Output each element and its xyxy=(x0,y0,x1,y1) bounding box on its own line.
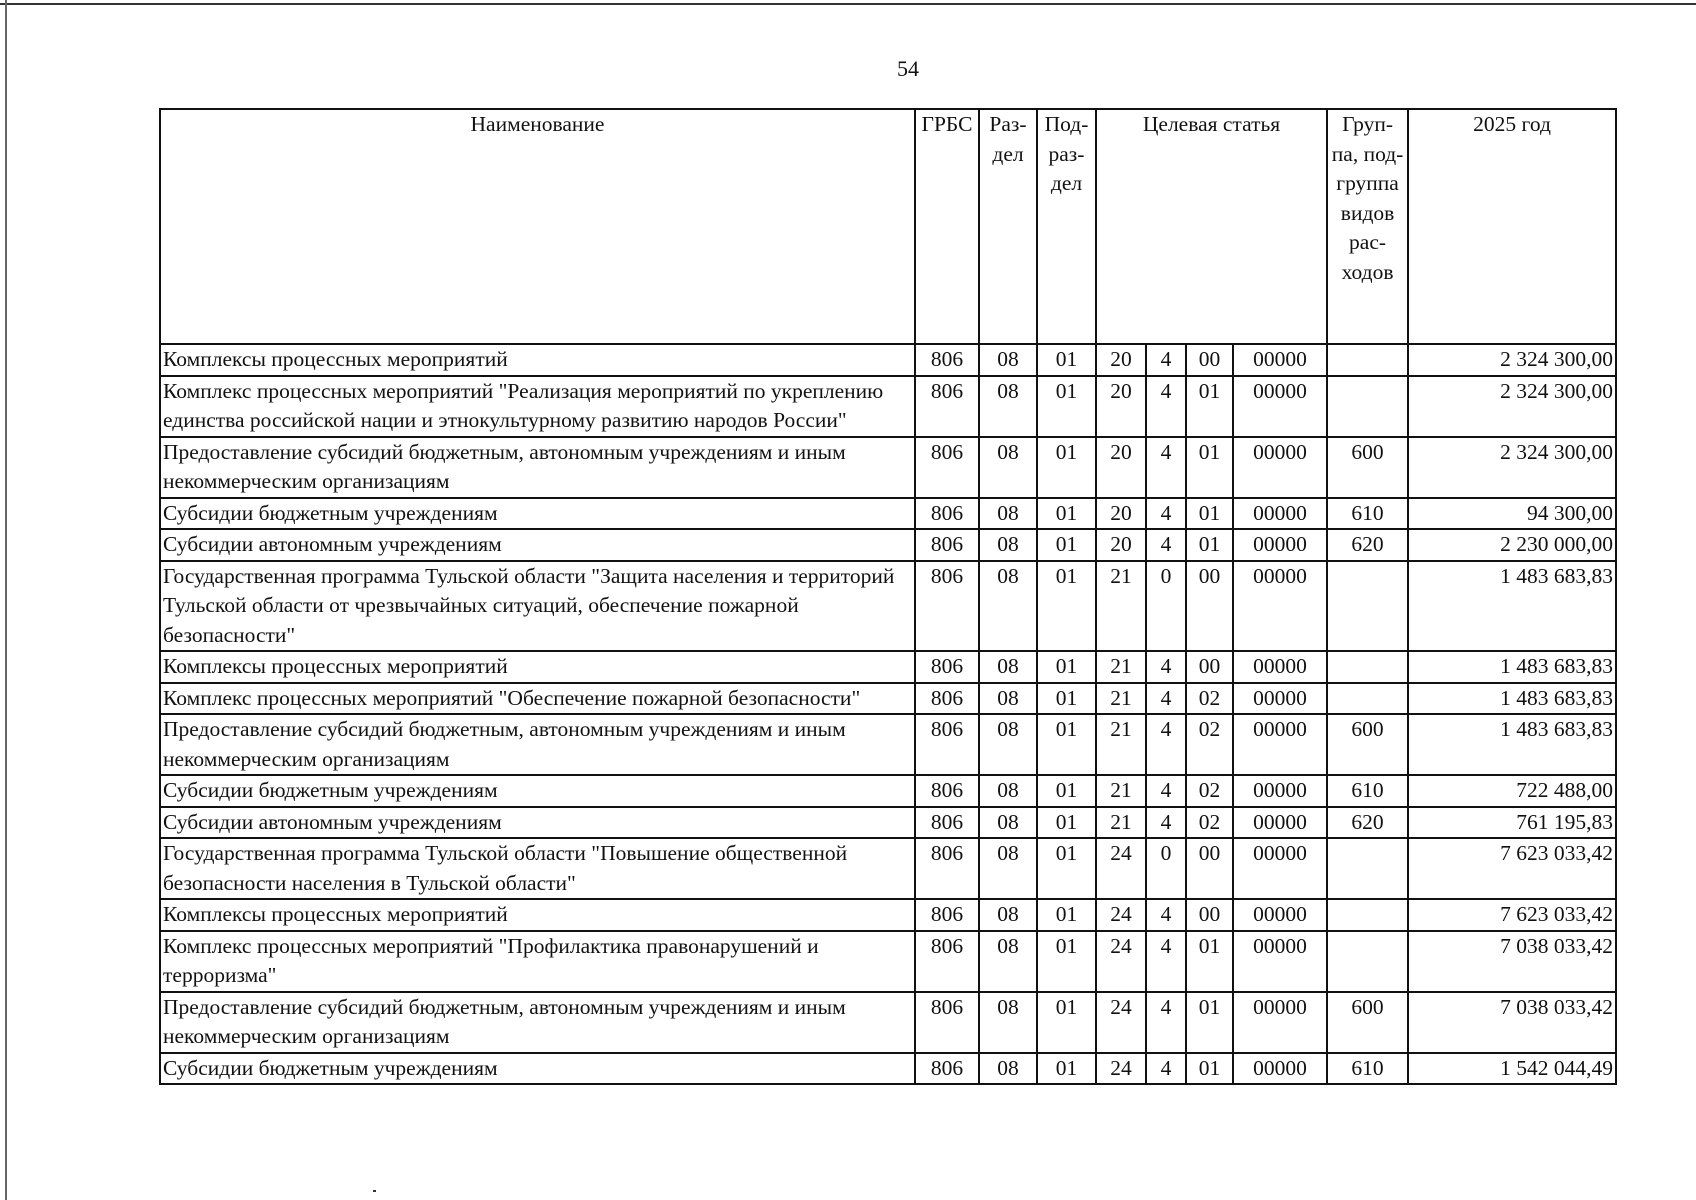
cell-expense-group xyxy=(1327,651,1408,683)
cell-podrazdel: 01 xyxy=(1037,498,1096,530)
cell-target-complex: 01 xyxy=(1186,437,1233,498)
cell-expense-group xyxy=(1327,931,1408,992)
cell-target-program: 24 xyxy=(1096,899,1146,931)
cell-razdel: 08 xyxy=(979,498,1037,530)
cell-target-program: 21 xyxy=(1096,807,1146,839)
cell-razdel: 08 xyxy=(979,899,1037,931)
cell-name: Субсидии автономным учреждениям xyxy=(160,529,915,561)
cell-amount: 2 324 300,00 xyxy=(1408,344,1616,376)
cell-expense-group xyxy=(1327,344,1408,376)
cell-amount: 761 195,83 xyxy=(1408,807,1616,839)
cell-grbs: 806 xyxy=(915,498,979,530)
cell-target-complex: 00 xyxy=(1186,561,1233,652)
cell-target-direction: 00000 xyxy=(1233,344,1327,376)
cell-target-complex: 01 xyxy=(1186,529,1233,561)
cell-name: Государственная программа Тульской области "Повышение общественной безопасности населения в Тульской области" xyxy=(160,838,915,899)
cell-razdel: 08 xyxy=(979,992,1037,1053)
cell-razdel: 08 xyxy=(979,376,1037,437)
table-row xyxy=(160,838,1616,899)
cell-amount: 722 488,00 xyxy=(1408,775,1616,807)
cell-target-program: 20 xyxy=(1096,437,1146,498)
cell-target-complex: 01 xyxy=(1186,931,1233,992)
cell-podrazdel: 01 xyxy=(1037,376,1096,437)
cell-podrazdel: 01 xyxy=(1037,437,1096,498)
cell-name: Государственная программа Тульской области "Защита населения и территорий Тульской области от чрезвычайных ситуаций, обеспечение пожарной безопасности" xyxy=(160,561,915,652)
cell-amount: 1 483 683,83 xyxy=(1408,714,1616,775)
cell-target-direction: 00000 xyxy=(1233,992,1327,1053)
cell-target-type: 4 xyxy=(1146,344,1186,376)
cell-razdel: 08 xyxy=(979,1053,1037,1085)
table-row xyxy=(160,899,1616,931)
cell-target-direction: 00000 xyxy=(1233,498,1327,530)
cell-target-complex: 02 xyxy=(1186,683,1233,715)
cell-target-complex: 02 xyxy=(1186,807,1233,839)
table-header-row xyxy=(160,109,1616,344)
cell-podrazdel: 01 xyxy=(1037,651,1096,683)
table-row xyxy=(160,561,1616,652)
cell-target-direction: 00000 xyxy=(1233,1053,1327,1085)
cell-amount: 7 623 033,42 xyxy=(1408,899,1616,931)
header-razdel: Раз- дел xyxy=(979,109,1037,344)
cell-grbs: 806 xyxy=(915,344,979,376)
cell-target-type: 4 xyxy=(1146,1053,1186,1085)
cell-podrazdel: 01 xyxy=(1037,899,1096,931)
table-row xyxy=(160,992,1616,1053)
cell-expense-group: 610 xyxy=(1327,1053,1408,1085)
cell-target-type: 4 xyxy=(1146,498,1186,530)
cell-target-complex: 00 xyxy=(1186,344,1233,376)
cell-amount: 1 542 044,49 xyxy=(1408,1053,1616,1085)
cell-target-type: 4 xyxy=(1146,651,1186,683)
stray-mark xyxy=(373,1190,376,1192)
cell-grbs: 806 xyxy=(915,807,979,839)
header-podrazdel: Под- раз- дел xyxy=(1037,109,1096,344)
cell-target-direction: 00000 xyxy=(1233,529,1327,561)
cell-expense-group: 620 xyxy=(1327,529,1408,561)
cell-target-program: 20 xyxy=(1096,376,1146,437)
cell-target-program: 24 xyxy=(1096,931,1146,992)
cell-expense-group: 600 xyxy=(1327,992,1408,1053)
cell-name: Субсидии бюджетным учреждениям xyxy=(160,775,915,807)
header-target-article: Целевая статья xyxy=(1096,109,1327,344)
cell-grbs: 806 xyxy=(915,437,979,498)
cell-name: Комплекс процессных мероприятий "Реализация мероприятий по укреплению единства российской нации и этнокультурному развитию народов России" xyxy=(160,376,915,437)
cell-razdel: 08 xyxy=(979,437,1037,498)
cell-amount: 7 038 033,42 xyxy=(1408,931,1616,992)
cell-target-complex: 02 xyxy=(1186,714,1233,775)
cell-podrazdel: 01 xyxy=(1037,807,1096,839)
cell-target-complex: 02 xyxy=(1186,775,1233,807)
scan-border-top xyxy=(0,3,1696,5)
cell-target-direction: 00000 xyxy=(1233,561,1327,652)
table-row xyxy=(160,1053,1616,1085)
cell-grbs: 806 xyxy=(915,838,979,899)
cell-razdel: 08 xyxy=(979,931,1037,992)
cell-expense-group xyxy=(1327,376,1408,437)
cell-target-program: 24 xyxy=(1096,1053,1146,1085)
cell-grbs: 806 xyxy=(915,775,979,807)
cell-target-program: 21 xyxy=(1096,714,1146,775)
cell-target-program: 21 xyxy=(1096,561,1146,652)
cell-amount: 2 324 300,00 xyxy=(1408,437,1616,498)
cell-target-direction: 00000 xyxy=(1233,838,1327,899)
cell-podrazdel: 01 xyxy=(1037,992,1096,1053)
cell-expense-group xyxy=(1327,899,1408,931)
cell-target-program: 20 xyxy=(1096,529,1146,561)
cell-name: Комплекс процессных мероприятий "Профилактика правонарушений и терроризма" xyxy=(160,931,915,992)
table-row xyxy=(160,344,1616,376)
cell-target-complex: 01 xyxy=(1186,498,1233,530)
table-row xyxy=(160,651,1616,683)
cell-target-direction: 00000 xyxy=(1233,376,1327,437)
cell-target-direction: 00000 xyxy=(1233,683,1327,715)
cell-target-complex: 00 xyxy=(1186,651,1233,683)
cell-grbs: 806 xyxy=(915,899,979,931)
cell-target-type: 4 xyxy=(1146,376,1186,437)
cell-expense-group: 610 xyxy=(1327,498,1408,530)
cell-razdel: 08 xyxy=(979,775,1037,807)
cell-target-type: 4 xyxy=(1146,992,1186,1053)
cell-amount: 7 038 033,42 xyxy=(1408,992,1616,1053)
cell-amount: 2 230 000,00 xyxy=(1408,529,1616,561)
cell-razdel: 08 xyxy=(979,344,1037,376)
cell-razdel: 08 xyxy=(979,807,1037,839)
cell-target-type: 4 xyxy=(1146,714,1186,775)
cell-target-direction: 00000 xyxy=(1233,714,1327,775)
cell-podrazdel: 01 xyxy=(1037,931,1096,992)
cell-grbs: 806 xyxy=(915,931,979,992)
cell-razdel: 08 xyxy=(979,838,1037,899)
table-row xyxy=(160,437,1616,498)
cell-razdel: 08 xyxy=(979,683,1037,715)
cell-grbs: 806 xyxy=(915,683,979,715)
cell-podrazdel: 01 xyxy=(1037,714,1096,775)
table-row xyxy=(160,683,1616,715)
cell-target-complex: 01 xyxy=(1186,376,1233,437)
cell-target-type: 0 xyxy=(1146,561,1186,652)
cell-target-program: 20 xyxy=(1096,344,1146,376)
cell-target-type: 4 xyxy=(1146,529,1186,561)
cell-target-complex: 00 xyxy=(1186,899,1233,931)
header-name: Наименование xyxy=(160,109,915,344)
cell-name: Комплекс процессных мероприятий "Обеспечение пожарной безопасности" xyxy=(160,683,915,715)
cell-grbs: 806 xyxy=(915,992,979,1053)
cell-target-program: 21 xyxy=(1096,651,1146,683)
table-row xyxy=(160,807,1616,839)
cell-amount: 1 483 683,83 xyxy=(1408,651,1616,683)
cell-podrazdel: 01 xyxy=(1037,1053,1096,1085)
header-expense-group: Груп- па, под- группа видов рас- ходов xyxy=(1327,109,1408,344)
table-row xyxy=(160,376,1616,437)
cell-name: Предоставление субсидий бюджетным, автономным учреждениям и иным некоммерческим организациям xyxy=(160,992,915,1053)
cell-razdel: 08 xyxy=(979,651,1037,683)
cell-name: Субсидии бюджетным учреждениям xyxy=(160,498,915,530)
cell-target-direction: 00000 xyxy=(1233,899,1327,931)
cell-podrazdel: 01 xyxy=(1037,838,1096,899)
cell-target-type: 4 xyxy=(1146,899,1186,931)
table-row xyxy=(160,775,1616,807)
cell-expense-group: 620 xyxy=(1327,807,1408,839)
cell-target-type: 4 xyxy=(1146,683,1186,715)
cell-grbs: 806 xyxy=(915,561,979,652)
cell-target-type: 4 xyxy=(1146,931,1186,992)
cell-podrazdel: 01 xyxy=(1037,683,1096,715)
cell-name: Предоставление субсидий бюджетным, автономным учреждениям и иным некоммерческим организациям xyxy=(160,437,915,498)
cell-target-program: 24 xyxy=(1096,838,1146,899)
cell-name: Комплексы процессных мероприятий xyxy=(160,344,915,376)
cell-grbs: 806 xyxy=(915,714,979,775)
cell-grbs: 806 xyxy=(915,529,979,561)
cell-amount: 1 483 683,83 xyxy=(1408,561,1616,652)
cell-target-program: 21 xyxy=(1096,683,1146,715)
cell-amount: 2 324 300,00 xyxy=(1408,376,1616,437)
cell-podrazdel: 01 xyxy=(1037,775,1096,807)
cell-name: Субсидии бюджетным учреждениям xyxy=(160,1053,915,1085)
header-year-2025: 2025 год xyxy=(1408,109,1616,344)
cell-target-complex: 01 xyxy=(1186,992,1233,1053)
cell-expense-group xyxy=(1327,683,1408,715)
cell-target-type: 4 xyxy=(1146,807,1186,839)
cell-name: Комплексы процессных мероприятий xyxy=(160,651,915,683)
cell-podrazdel: 01 xyxy=(1037,561,1096,652)
cell-target-direction: 00000 xyxy=(1233,775,1327,807)
table-row xyxy=(160,498,1616,530)
cell-amount: 7 623 033,42 xyxy=(1408,838,1616,899)
cell-target-direction: 00000 xyxy=(1233,931,1327,992)
cell-expense-group xyxy=(1327,838,1408,899)
table-row xyxy=(160,931,1616,992)
header-grbs: ГРБС xyxy=(915,109,979,344)
cell-grbs: 806 xyxy=(915,1053,979,1085)
scan-border-left xyxy=(5,0,7,1200)
table-row xyxy=(160,714,1616,775)
cell-amount: 94 300,00 xyxy=(1408,498,1616,530)
cell-expense-group xyxy=(1327,561,1408,652)
cell-target-program: 24 xyxy=(1096,992,1146,1053)
page-number: 54 xyxy=(897,56,919,81)
cell-podrazdel: 01 xyxy=(1037,344,1096,376)
cell-target-program: 21 xyxy=(1096,775,1146,807)
cell-razdel: 08 xyxy=(979,714,1037,775)
cell-grbs: 806 xyxy=(915,651,979,683)
table-row xyxy=(160,529,1616,561)
cell-razdel: 08 xyxy=(979,529,1037,561)
cell-target-program: 20 xyxy=(1096,498,1146,530)
table-body xyxy=(160,344,1616,1084)
budget-table xyxy=(159,108,1617,1085)
cell-target-type: 4 xyxy=(1146,775,1186,807)
cell-target-direction: 00000 xyxy=(1233,807,1327,839)
cell-target-type: 0 xyxy=(1146,838,1186,899)
cell-target-complex: 01 xyxy=(1186,1053,1233,1085)
cell-razdel: 08 xyxy=(979,561,1037,652)
cell-name: Предоставление субсидий бюджетным, автономным учреждениям и иным некоммерческим организациям xyxy=(160,714,915,775)
cell-amount: 1 483 683,83 xyxy=(1408,683,1616,715)
cell-name: Комплексы процессных мероприятий xyxy=(160,899,915,931)
cell-expense-group: 600 xyxy=(1327,714,1408,775)
cell-grbs: 806 xyxy=(915,376,979,437)
cell-target-type: 4 xyxy=(1146,437,1186,498)
cell-podrazdel: 01 xyxy=(1037,529,1096,561)
cell-expense-group: 600 xyxy=(1327,437,1408,498)
cell-target-direction: 00000 xyxy=(1233,437,1327,498)
cell-name: Субсидии автономным учреждениям xyxy=(160,807,915,839)
cell-target-complex: 00 xyxy=(1186,838,1233,899)
cell-target-direction: 00000 xyxy=(1233,651,1327,683)
cell-expense-group: 610 xyxy=(1327,775,1408,807)
